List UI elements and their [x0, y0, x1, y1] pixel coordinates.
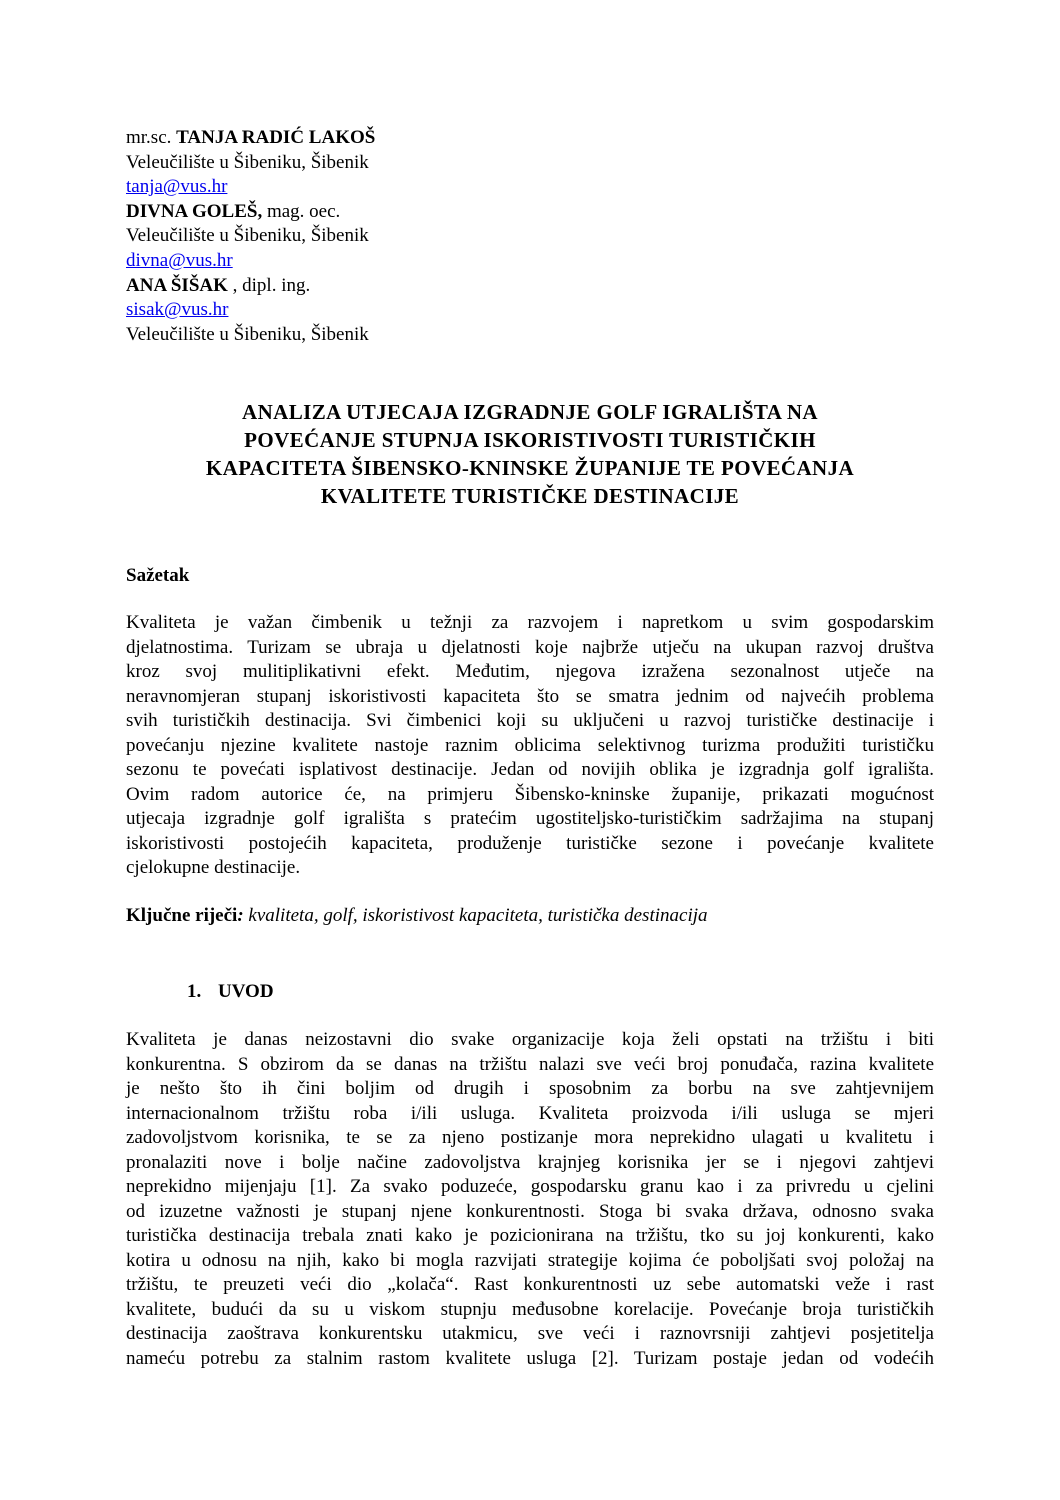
keywords-line — [126, 904, 708, 929]
keywords-label: Ključne riječi — [126, 905, 238, 926]
abstract-line: Kvaliteta je važan čimbenik u težnji za razvojem i napretkom u svim gospodarskim — [126, 612, 934, 633]
intro-line: od izuzetne važnosti je stupanj njene konkurentnosti. Stoga bi svaka država, odnosno svaka — [126, 1200, 934, 1222]
intro-line: je nešto što ih čini boljim od drugih i sposobnim za borbu na sve zahtjevnijem — [126, 1078, 934, 1099]
abstract-line: sezonu te povećati isplativost destinacije. Jedan od novijih oblika je izgradnja golf igrališta. — [126, 759, 934, 780]
abstract-line: neravnomjeran stupanj iskoristivosti kapaciteta što se smatra jednim od najvećih problema — [126, 685, 934, 707]
section-number: 1. — [187, 981, 202, 1002]
author-1-affiliation: Veleučilište u Šibeniku, Šibenik — [126, 151, 369, 173]
intro-line: pronalaziti nove i bolje načine zadovoljstva krajnjeg korisnika jer se i njegovi zahtjevi — [126, 1151, 934, 1173]
abstract-line: povećanju njezine kvalitete nastoje raznim oblicima selektivnog turizma produžiti turističku — [126, 734, 934, 756]
abstract-line: iskoristivosti postojećih kapaciteta, produženje turističke sezone i povećanje kvalitete — [126, 832, 934, 854]
abstract-line: utjecaja izgradnje golf igrališta s pratećim ugostiteljsko-turističkim sadržajima na stupanj — [126, 808, 934, 829]
author-1-name: TANJA RADIĆ LAKOŠ — [176, 127, 376, 148]
title-line: ANALIZA UTJECAJA IZGRADNJE GOLF IGRALIŠTA NA — [242, 400, 818, 424]
keywords-text: kvaliteta, golf, iskoristivost kapaciteta, turistička destinacija — [243, 905, 708, 926]
keywords-colon: : — [237, 905, 244, 926]
intro-line: turistička destinacija trebala znati kako je pozicionirana na tržištu, tko su joj konkurenti, kako — [126, 1225, 934, 1246]
author-3-affiliation: Veleučilište u Šibeniku, Šibenik — [126, 323, 369, 345]
intro-line: zadovoljstvom korisnika, te se za njeno postizanje mora neprekidno ulagati u kvalitetu i — [126, 1127, 934, 1148]
abstract-heading: Sažetak — [126, 565, 190, 586]
author-1-prefix: mr.sc. — [126, 127, 177, 148]
abstract-line: cjelokupne destinacije. — [126, 857, 301, 878]
intro-line: destinacija zaoštrava konkurentsku utakmicu, sve veći i raznovrsniji zahtjevi posjetitelja — [126, 1323, 934, 1344]
title-line: POVEĆANJE STUPNJA ISKORISTIVOSTI TURISTIČKIH — [244, 428, 816, 452]
author-2-line — [126, 200, 946, 225]
abstract-line: djelatnostima. Turizam se ubraja u djelatnosti koje najbrže utječu na ukupan razvoj društva — [126, 636, 934, 658]
abstract-line: svih turističkih destinacija. Svi čimbenici koji su uključeni u razvoj turističke destinacije i — [126, 710, 934, 731]
author-block — [126, 126, 946, 347]
author-3-suffix: , dipl. ing. — [227, 274, 311, 296]
abstract-line: kroz svoj mulitiplikativni efekt. Međutim, njegova izražena sezonalnost utječe na — [126, 661, 934, 682]
title-line: KAPACITETA ŠIBENSKO-KNINSKE ŽUPANIJE TE POVEĆANJA — [205, 456, 855, 480]
author-3-name: ANA ŠIŠAK — [126, 274, 228, 296]
intro-line: internacionalnom tržištu roba i/ili usluga. Kvaliteta proizvoda i/ili usluga se mjeri — [126, 1102, 934, 1124]
section-title: UVOD — [218, 981, 274, 1002]
section-heading-uvod — [187, 980, 274, 1005]
intro-line: neprekidno mijenjaju [1]. Za svako poduzeće, gospodarsku granu kao i za privredu u cjelini — [126, 1176, 934, 1197]
abstract-line: Ovim radom autorice će, na primjeru Šibensko-kninske županije, prikazati mogućnost — [126, 783, 934, 805]
intro-line: nameću potrebu za stalnim rastom kvalitete usluga [2]. Turizam postaje jedan od vodećih — [126, 1347, 934, 1369]
intro-line: kotira u odnosu na njih, kako bi mogla razvijati strategije kojima će poboljšati svoj položaj na — [126, 1249, 934, 1271]
paper-title — [126, 398, 934, 510]
intro-paragraph — [126, 1028, 934, 1371]
intro-line: konkurentna. S obzirom da se danas na tržištu nalazi sve veći broj ponuđača, razina kvalitete — [126, 1053, 934, 1075]
author-3-email-link[interactable]: sisak@vus.hr — [126, 299, 229, 321]
intro-line: Kvaliteta je danas neizostavni dio svake organizacije koja želi opstati na tržištu i biti — [126, 1029, 934, 1050]
abstract-paragraph — [126, 611, 934, 881]
author-2-affiliation: Veleučilište u Šibeniku, Šibenik — [126, 225, 369, 247]
author-2-name: DIVNA GOLEŠ, — [126, 200, 263, 222]
intro-line: tržištu, te preuzeti veći dio „kolača“. Rast konkurentnosti uz sebe automatski veže i rast — [126, 1274, 934, 1295]
author-3-line — [126, 274, 946, 299]
title-line: KVALITETE TURISTIČKE DESTINACIJE — [320, 484, 740, 508]
author-2-suffix: mag. oec. — [262, 200, 341, 222]
author-2-email-link[interactable]: divna@vus.hr — [126, 249, 233, 271]
author-1-email-link[interactable]: tanja@vus.hr — [126, 176, 228, 198]
author-1-line — [126, 126, 946, 151]
intro-line: kvalitete, budući da su u viskom stupnju međusobne korelacije. Povećanje broja turističkih — [126, 1298, 934, 1320]
